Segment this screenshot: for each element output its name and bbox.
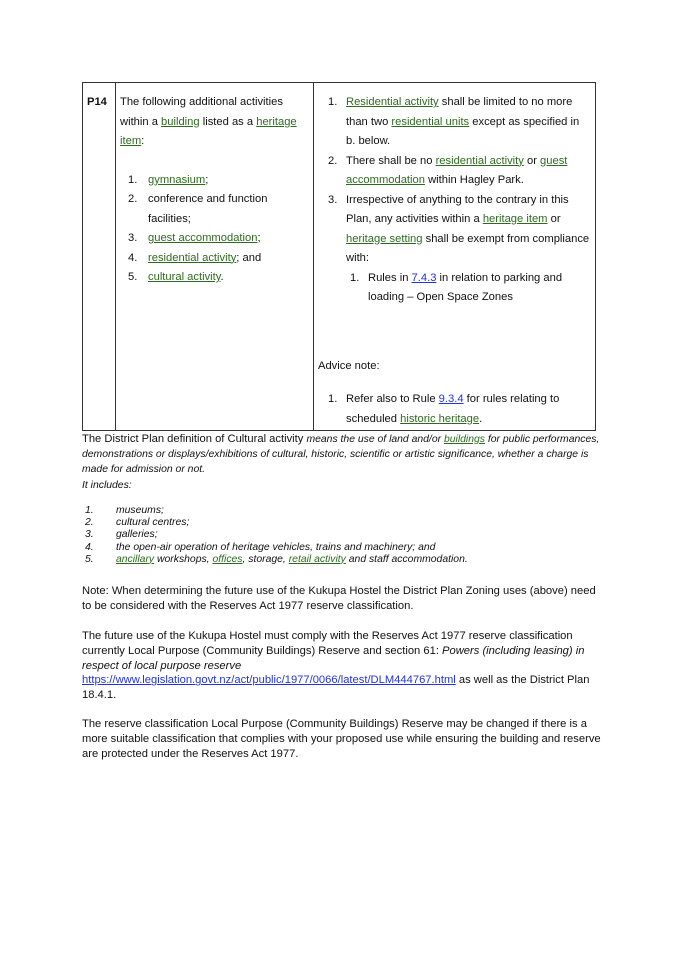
activity-list xyxy=(120,171,309,288)
includes-list xyxy=(82,505,602,566)
list-item: 1. museums; xyxy=(85,505,164,516)
list-item: 5. ancillary workshops, offices, storage, retail activity and staff accommodation. xyxy=(85,553,468,565)
legislation-link[interactable]: https://www.legislation.govt.nz/act/public/1977/0066/latest/DLM444767.html xyxy=(82,674,456,687)
link-residential-activity[interactable]: residential activity xyxy=(435,154,524,167)
link-rule-9-3-4[interactable]: 9.3.4 xyxy=(438,393,464,405)
list-item: 4. residential activity; and xyxy=(128,251,262,264)
list-item: 3. guest accommodation; xyxy=(128,232,261,244)
link-residential-units[interactable]: residential units xyxy=(391,115,470,128)
link-residential-activity[interactable]: Residential activity xyxy=(346,96,439,108)
link-building[interactable]: building xyxy=(161,115,200,128)
condition-subitem: 1. Rules in 7.4.3 in relation to parking and loading – Open Space Zones xyxy=(350,271,563,303)
advice-list xyxy=(318,390,591,429)
conditions-cell xyxy=(314,83,596,431)
link-heritage-item[interactable]: heritage item xyxy=(120,115,297,147)
table-row xyxy=(83,83,596,431)
conditions-list xyxy=(318,93,591,269)
link-guest-accommodation[interactable]: guest accommodation xyxy=(148,232,258,244)
link-residential-activity[interactable]: residential activity xyxy=(148,251,237,264)
activity-cell xyxy=(116,83,314,431)
note-paragraph: Note: When determining the future use of the Kukupa Hostel the District Plan Zoning uses (above) need to be considered with the Reserves Act 1977 reserve classification. xyxy=(82,585,596,612)
condition-sublist xyxy=(318,269,591,308)
link-historic-heritage[interactable]: historic heritage xyxy=(400,412,480,425)
link-gymnasium[interactable]: gymnasium xyxy=(148,173,206,186)
condition-item: 1. Residential activity shall be limited to no more than two residential units except as specified in b. below. xyxy=(328,96,580,147)
link-rule-7-4-3[interactable]: 7.4.3 xyxy=(411,271,437,284)
link-offices[interactable]: offices xyxy=(212,553,243,565)
link-cultural-activity[interactable]: cultural activity xyxy=(148,271,221,283)
link-ancillary[interactable]: ancillary xyxy=(116,553,155,565)
link-retail-activity[interactable]: retail activity xyxy=(288,553,346,565)
list-item: 4. the open-air operation of heritage vehicles, trains and machinery; and xyxy=(85,541,436,553)
future-use-paragraph: The future use of the Kukupa Hostel must comply with the Reserves Act 1977 reserve classification currently Local Purpose (Community Buildings) Reserve and section 61: Powers (including leasing) in respect of local purpose reserve https://www.legislation.govt.nz/act/public/1977/0066/latest/DLM444767.html as well as the District Plan 18.4.1. xyxy=(82,630,590,702)
list-item: 3. galleries; xyxy=(85,529,158,541)
activity-intro: The following additional activities within a building listed as a heritage item: xyxy=(120,96,297,147)
reclassification-paragraph: The reserve classification Local Purpose (Community Buildings) Reserve may be changed if there is a more suitable classification that complies with your proposed use while ensuring the building and reserve are protected under the Reserves Act 1977. xyxy=(82,718,601,760)
rule-code: P14 xyxy=(83,83,116,431)
advice-note-label: Advice note: xyxy=(318,359,380,372)
list-item: 2. conference and function facilities; xyxy=(128,193,268,225)
link-buildings[interactable]: buildings xyxy=(443,434,485,445)
rule-table xyxy=(82,82,596,431)
definition-paragraph: The District Plan definition of Cultural activity means the use of land and/or buildings for public performances, demonstrations or displays/exhibitions of cultural, historic, scientific or artistic significance, whether a charge is made for admission or not. It includes: xyxy=(82,432,602,493)
link-heritage-setting[interactable]: heritage setting xyxy=(346,232,423,245)
list-item: 1. gymnasium; xyxy=(128,173,209,186)
list-item: 5. cultural activity. xyxy=(128,271,224,283)
condition-item: 3. Irrespective of anything to the contrary in this Plan, any activities within a heritage item or heritage setting shall be exempt from compliance with: xyxy=(328,193,590,264)
advice-item: 1. Refer also to Rule 9.3.4 for rules relating to scheduled historic heritage. xyxy=(328,393,560,425)
condition-item: 2. There shall be no residential activity or guest accommodation within Hagley Park. xyxy=(328,154,568,186)
link-guest-accommodation[interactable]: guest accommodation xyxy=(346,154,568,186)
link-heritage-item[interactable]: heritage item xyxy=(482,213,548,225)
list-item: 2. cultural centres; xyxy=(85,517,190,529)
includes-label: It includes: xyxy=(82,479,132,491)
